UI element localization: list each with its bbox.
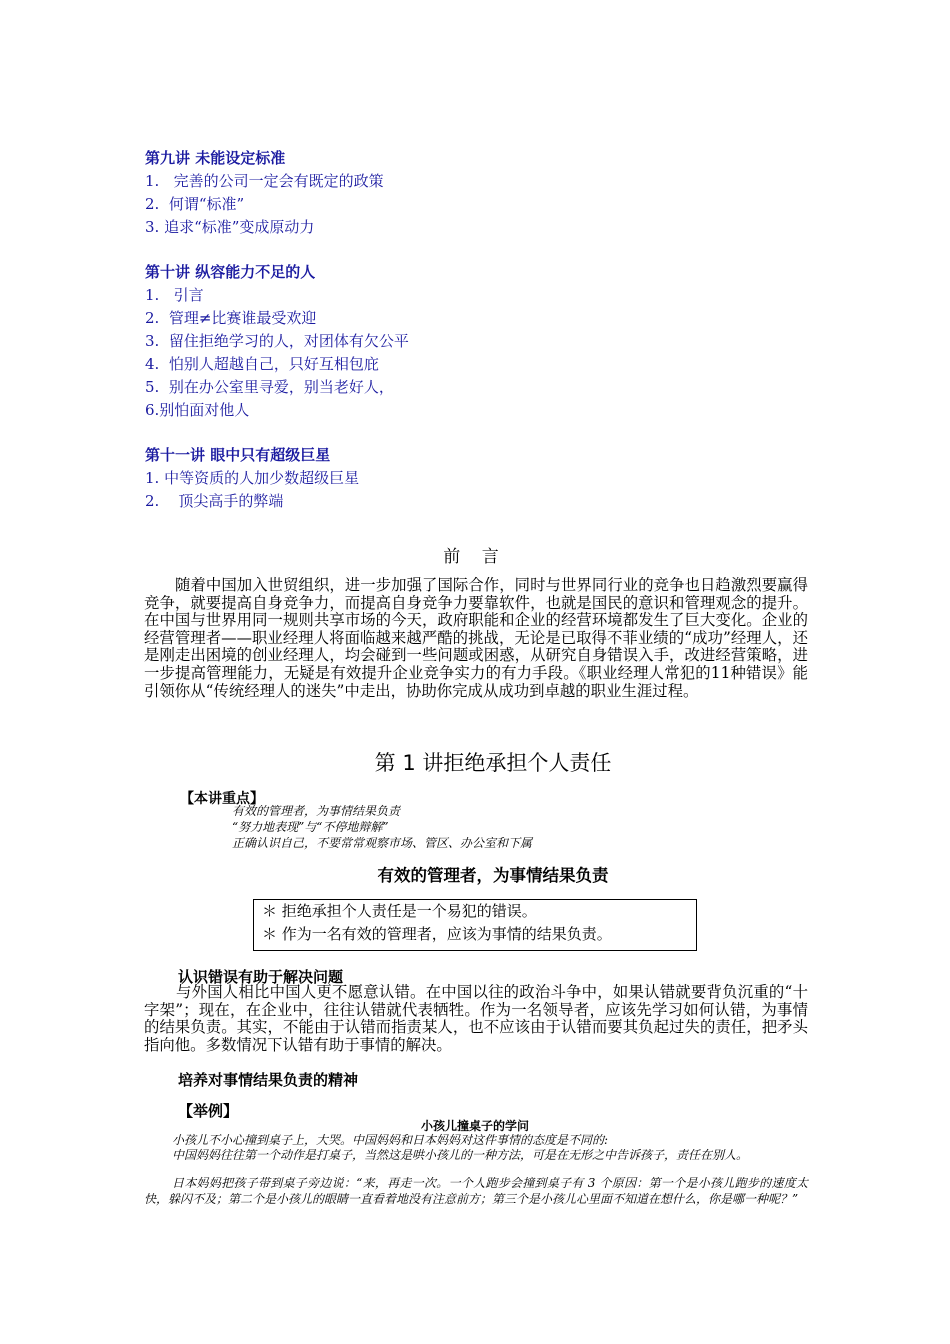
toc-item: 1. 完善的公司一定会有既定的政策 xyxy=(145,172,384,190)
key-point-item: “努力地表现”与“不停地辩解” xyxy=(232,820,389,834)
key-points-label: 【本讲重点】 xyxy=(180,791,264,807)
story-title: 小孩儿撞桌子的学问 xyxy=(420,1119,529,1133)
toc-item: 2. 管理≠比赛谁最受欢迎 xyxy=(145,309,317,327)
story-paragraph: 中国妈妈往往第一个动作是打桌子，当然这是哄小孩儿的一种方法，可是在无形之中告诉孩子，责任在别人。 xyxy=(172,1148,749,1162)
summary-box xyxy=(253,899,697,951)
toc-item: 2. 顶尖高手的弊端 xyxy=(145,492,284,510)
section-title: 认识错误有助于解决问题 xyxy=(178,968,344,986)
toc-item: 1. 引言 xyxy=(145,286,204,304)
toc-section-10 xyxy=(145,261,409,422)
toc-item: 3. 留住拒绝学习的人，对团体有欠公平 xyxy=(145,332,409,350)
section-title: 培养对事情结果负责的精神 xyxy=(178,1071,359,1089)
toc-heading: 第十讲 纵容能力不足的人 xyxy=(145,263,316,281)
summary-item: ＊ 作为一名有效的管理者，应该为事情的结果负责。 xyxy=(262,925,612,943)
toc-section-11 xyxy=(145,444,359,513)
toc-item: 3. 追求“标准”变成原动力 xyxy=(145,218,315,236)
toc-heading: 第九讲 未能设定标准 xyxy=(145,149,286,167)
lecture-title: 第 1 讲拒绝承担个人责任 xyxy=(374,751,612,775)
summary-item: ＊ 拒绝承担个人责任是一个易犯的错误。 xyxy=(262,902,537,920)
toc-item: 1. 中等资质的人加少数超级巨星 xyxy=(145,469,360,487)
section-body: 与外国人相比中国人更不愿意认错。在中国以往的政治斗争中，如果认错就要背负沉重的“十字架”；现在，在企业中，往往认错就代表牺牲。作为一名领导者，应该先学习如何认错，为事情的结果负责。其实，不能由于认错而指责某人，也不应该由于认错而要其负起过失的责任，把矛头指向他。多数情况下认错有助于事情的解决。 xyxy=(144,983,808,1054)
example-label: 【举例】 xyxy=(178,1102,239,1120)
toc-section-9 xyxy=(145,147,384,239)
key-point-item: 有效的管理者，为事情结果负责 xyxy=(232,804,401,818)
preface-body: 随着中国加入世贸组织，进一步加强了国际合作，同时与世界同行业的竞争也日趋激烈要赢得竞争，就要提高自身竞争力，而提高自身竞争力要靠软件，也就是国民的意识和管理观念的提升。在中国与世界用同一规则共享市场的今天，政府职能和企业的经营环境都发生了巨大变化。企业的经营管理者——职业经理人将面临越来越严酷的挑战，无论是已取得不菲业绩的“成功”经理人，还是刚走出困境的创业经理人，均会碰到一些问题或困惑，从研究自身错误入手，改进经营策略，进一步提高管理能力，无疑是有效提升企业竞争实力的有力手段。《职业经理人常犯的11种错误》能引领你从“传统经理人的迷失”中走出，协助你完成从成功到卓越的职业生涯过程。 xyxy=(144,576,808,700)
toc-item: 2. 何谓“标准” xyxy=(145,195,245,213)
key-point-item: 正确认识自己，不要常常观察市场、管区、办公室和下属 xyxy=(232,836,533,850)
toc-heading: 第十一讲 眼中只有超级巨星 xyxy=(145,446,331,464)
toc-item: 4. 怕别人超越自己，只好互相包庇 xyxy=(145,355,379,373)
story-paragraph: 小孩儿不小心撞到桌子上，大哭。中国妈妈和日本妈妈对这件事情的态度是不同的: xyxy=(172,1133,609,1147)
toc-item: 5. 别在办公室里寻爱，别当老好人， xyxy=(145,378,394,396)
preface-title: 前 言 xyxy=(443,547,507,567)
story-paragraph: 日本妈妈把孩子带到桌子旁边说：“来，再走一次。一个人跑步会撞到桌子有 3 个原因：第一个是小孩儿跑步的速度太快，躲闪不及；第二个是小孩儿的眼睛一直看着地没有注意前方；第三个是小孩儿心里面不知道在想什么，你是哪一种呢？” xyxy=(144,1176,808,1206)
toc-item: 6.别怕面对他人 xyxy=(145,401,250,419)
subtitle: 有效的管理者，为事情结果负责 xyxy=(377,866,609,885)
